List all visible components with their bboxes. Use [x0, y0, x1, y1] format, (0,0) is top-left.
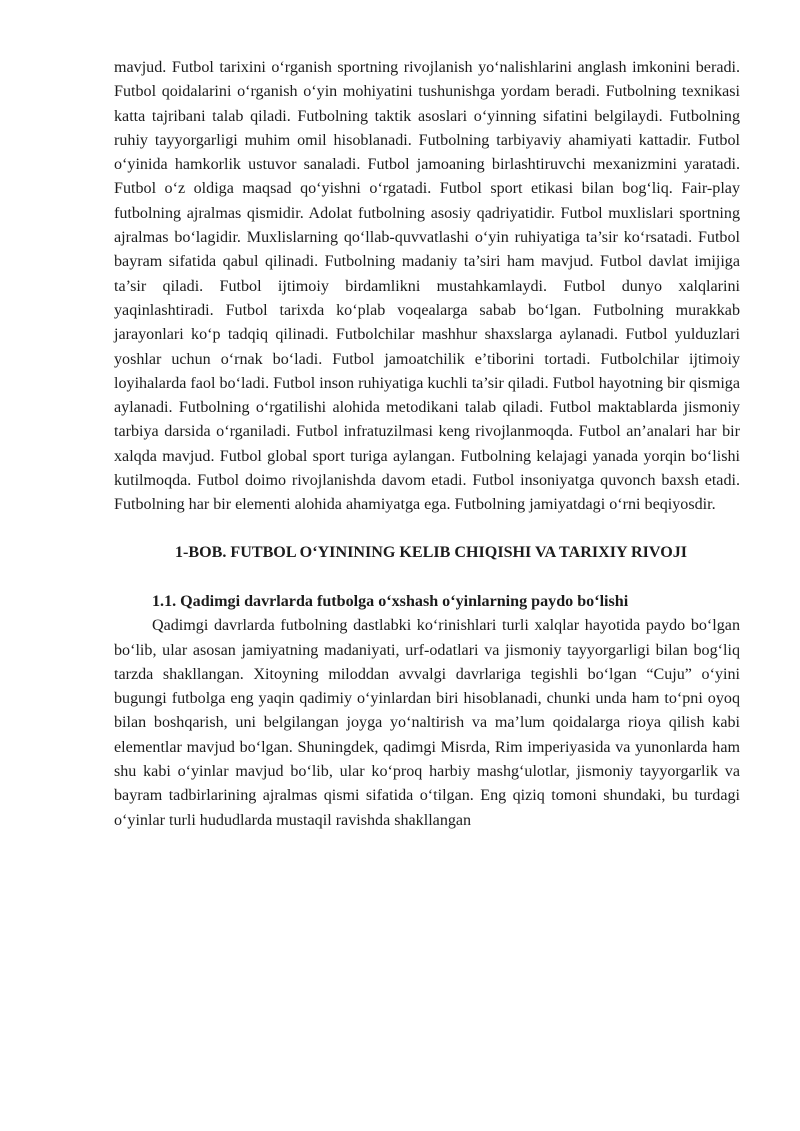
document-page	[114, 56, 740, 833]
section-title: 1.1. Qadimgi davrlarda futbolga o‘xshash o‘yinlarning paydo bo‘lishi	[152, 592, 629, 610]
section-paragraph: Qadimgi davrlarda futbolning dastlabki ko‘rinishlari turli xalqlar hayotida paydo bo‘lgan bo‘lib, ular asosan jamiyatning madaniyati, urf-odatlari va jismoniy tayyorgarligi bilan bog‘liq tarzda shakllangan. Xitoyning miloddan avvalgi davrlariga tegishli bo‘lgan “Cuju” o‘yini bugungi futbolga eng yaqin qadimiy o‘yinlardan biri hisoblanadi, chunki unda ham to‘pni oyoq bilan boshqarish, uni belgilangan joyga yo‘naltirish va ma’lum qoidalarga rioya qilish kabi elementlar mavjud bo‘lgan. Shuningdek, qadimgi Misrda, Rim imperiyasida va yunonlarda ham shu kabi o‘yinlar mavjud bo‘lib, ular ko‘proq harbiy mashg‘ulotlar, jismoniy tayyorgarlik va bayram tadbirlarining ajralmas qismi sifatida o‘tilgan. Eng qiziq tomoni shundaki, bu turdagi o‘yinlar turli hududlarda mustaqil ravishda shakllangan	[114, 617, 740, 829]
chapter-title: 1-BOB. FUTBOL O‘YININING KELIB CHIQISHI VA TARIXIY RIVOJI	[174, 543, 688, 561]
intro-paragraph: mavjud. Futbol tarixini o‘rganish sportning rivojlanish yo‘nalishlarini anglash imkonini beradi. Futbol qoidalarini o‘rganish o‘yin mohiyatini tushunishga yordam beradi. Futbolning texnikasi katta tajribani talab qiladi. Futbolning taktik asoslari o‘yinning sifatini belgilaydi. Futbolning ruhiy tayyorgarligi muhim omil hisoblanadi. Futbolning tarbiyaviy ahamiyati kattadir. Futbol o‘yinida hamkorlik ustuvor sanaladi. Futbol jamoaning birlashtiruvchi mexanizmini yaratadi. Futbol o‘z oldiga maqsad qo‘yishni o‘rgatadi. Futbol sport etikasi bilan bog‘liq. Fair-play futbolning ajralmas qismidir. Adolat futbolning asosiy qadriyatidir. Futbol muxlislari sportning ajralmas bo‘lagidir. Muxlislarning qo‘llab-quvvatlashi o‘yin ruhiyatiga ta’sir ko‘rsatadi. Futbol bayram sifatida qabul qilinadi. Futbolning madaniy ta’siri ham mavjud. Futbol davlat imijiga ta’sir qiladi. Futbol ijtimoiy birdamlikni mustahkamlaydi. Futbol dunyo xalqlarini yaqinlashtiradi. Futbol tarixda ko‘plab voqealarga sabab bo‘lgan. Futbolning murakkab jarayonlari ko‘p tadqiq qilinadi. Futbolchilar mashhur shaxslarga aylanadi. Futbol yulduzlari yoshlar uchun o‘rnak bo‘ladi. Futbol jamoatchilik e’tiborini tortadi. Futbolchilar ijtimoiy loyihalarda faol bo‘ladi. Futbol inson ruhiyatiga kuchli ta’sir qiladi. Futbol hayotning bir qismiga aylanadi. Futbolning o‘rgatilishi alohida metodikani talab qiladi. Futbol maktablarda jismoniy tarbiya darsida o‘rganiladi. Futbol infratuzilmasi keng rivojlanmoqda. Futbol an’analari har bir xalqda mavjud. Futbol global sport turiga aylangan. Futbolning kelajagi yanada yorqin bo‘lishi kutilmoqda. Futbol doimo rivojlanishda davom etadi. Futbol insoniyatga quvonch baxsh etadi. Futbolning har bir elementi alohida ahamiyatga ega. Futbolning jamiyatdagi o‘rni beqiyosdir.	[114, 59, 740, 514]
